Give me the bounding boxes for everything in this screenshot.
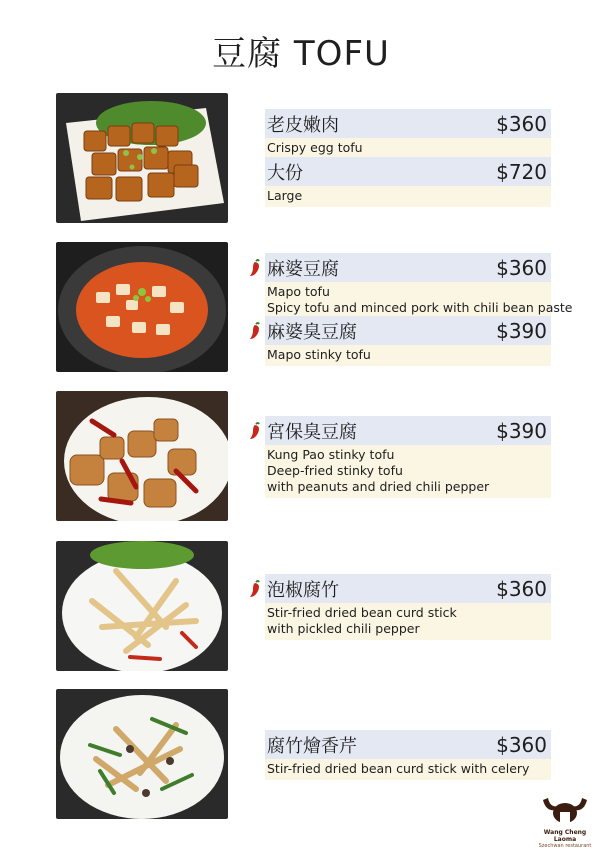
chili-icon: [247, 259, 263, 277]
item-desc-line: Mapo tofu: [267, 284, 330, 299]
item-desc-line: Large: [267, 188, 303, 203]
item-description: [265, 603, 551, 640]
item-desc-line: with pickled chili pepper: [267, 621, 420, 636]
dish-photo-pickled-pepper-bean-curd: [56, 541, 228, 671]
item-name: 老皮嫩肉: [267, 114, 339, 136]
item-name: 麻婆豆腐: [267, 258, 339, 280]
page-title: 豆腐 TOFU: [212, 34, 390, 74]
item-name: 麻婆臭豆腐: [267, 321, 357, 343]
item-desc-line: Deep-fried stinky tofu: [267, 463, 403, 478]
menu-item: [265, 253, 573, 319]
logo-name: Wang Cheng Laoma: [543, 829, 587, 843]
item-name: 泡椒腐竹: [267, 579, 339, 601]
item-name: 宮保臭豆腐: [267, 421, 357, 443]
item-name-band: [265, 730, 551, 759]
item-price: $360: [496, 111, 547, 136]
item-name-band: [265, 416, 551, 445]
item-name: 腐竹燴香芹: [267, 735, 357, 757]
item-name: 大份: [267, 162, 303, 184]
item-desc-line: Stir-fried dried bean curd stick with celery: [267, 761, 530, 776]
menu-item: [265, 157, 551, 207]
item-desc-line: Stir-fried dried bean curd stick: [267, 605, 457, 620]
item-name-band: [265, 109, 551, 138]
menu-item: [265, 316, 551, 366]
item-name-band: [265, 253, 551, 282]
item-description: [265, 282, 573, 319]
item-price: $360: [496, 732, 547, 757]
item-name-band: [265, 316, 551, 345]
item-description: [265, 759, 551, 780]
item-price: $390: [496, 418, 547, 443]
dish-photo-kung-pao-stinky-tofu: [56, 391, 228, 521]
item-desc-line: Crispy egg tofu: [267, 140, 363, 155]
item-price: $360: [496, 576, 547, 601]
dish-photo-mapo-tofu: [56, 242, 228, 372]
item-name-band: [265, 157, 551, 186]
item-description: [265, 445, 551, 498]
item-name-band: [265, 574, 551, 603]
menu-item: [265, 109, 551, 159]
logo-subtitle: Szechwan restaurant: [538, 843, 592, 849]
chili-icon: [247, 580, 263, 598]
item-price: $390: [496, 318, 547, 343]
item-description: [265, 138, 551, 159]
item-desc-line: with peanuts and dried chili pepper: [267, 479, 490, 494]
chili-icon: [247, 322, 263, 340]
menu-item: [265, 416, 551, 498]
dish-photo-bean-curd-celery: [56, 689, 228, 819]
item-desc-line: Kung Pao stinky tofu: [267, 447, 395, 462]
item-desc-line: Mapo stinky tofu: [267, 347, 371, 362]
dish-photo-crispy-egg-tofu: [56, 93, 228, 223]
restaurant-logo: [532, 794, 598, 849]
item-description: [265, 186, 551, 207]
menu-item: [265, 574, 551, 640]
item-price: $360: [496, 255, 547, 280]
menu-item: [265, 730, 551, 780]
item-description: [265, 345, 551, 366]
item-price: $720: [496, 159, 547, 184]
item-desc-line: Spicy tofu and minced pork with chili bean paste: [267, 300, 573, 315]
bull-horns-logo-icon: [540, 794, 590, 824]
chili-icon: [247, 422, 263, 440]
